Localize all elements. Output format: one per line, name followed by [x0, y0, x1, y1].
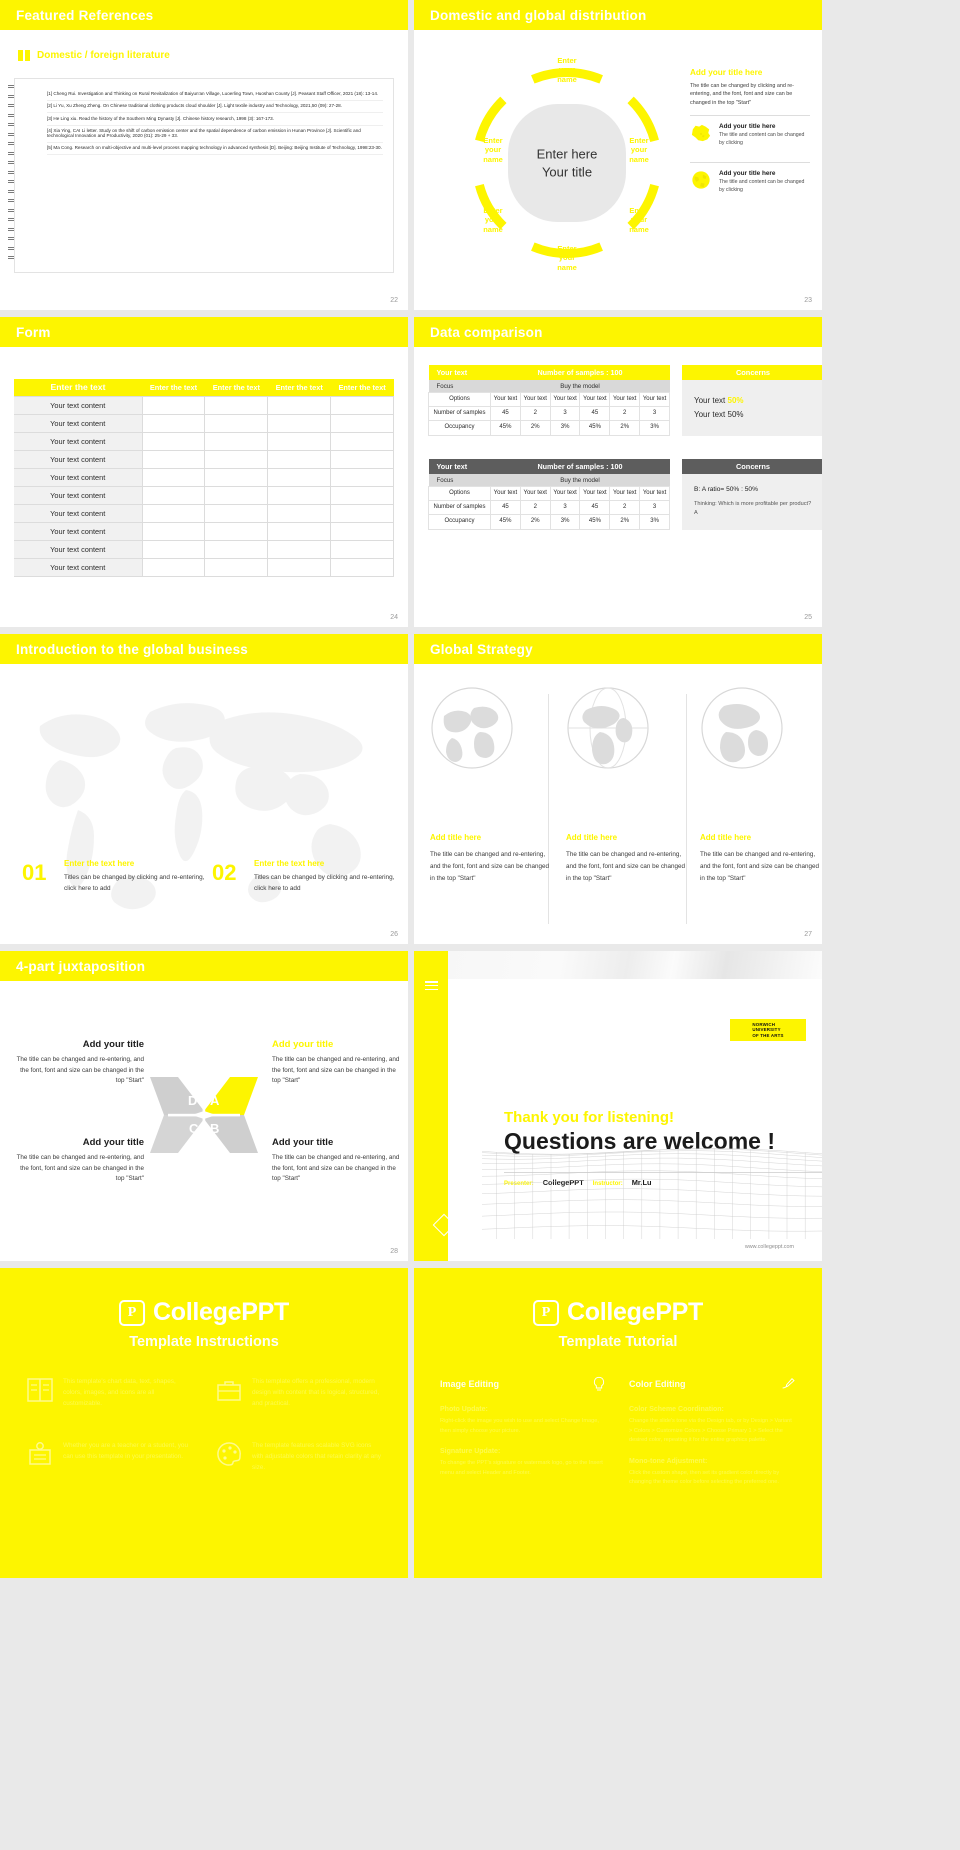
data-table-2 — [428, 459, 670, 530]
thank-you-line-2: Questions are welcome ! — [504, 1128, 775, 1154]
reference-list — [15, 79, 393, 155]
promo-column-left — [26, 1376, 193, 1503]
globe-icon — [430, 686, 514, 770]
row-label: Number of samples — [429, 501, 491, 515]
column-header: Enter the text — [331, 379, 394, 396]
table-sub-right: Buy the model — [491, 474, 670, 487]
page-title: Featured References — [16, 7, 154, 23]
column-header — [440, 1376, 607, 1392]
list-item — [215, 1440, 382, 1474]
slide-global-business-intro — [0, 634, 408, 944]
table-sub-left: Focus — [429, 380, 491, 393]
strategy-column-2 — [566, 686, 688, 885]
node-label-right-top: Enter your name — [629, 136, 649, 164]
item-heading: Enter the text here — [254, 859, 325, 868]
table-cell[interactable] — [268, 450, 331, 468]
table-row — [14, 432, 394, 450]
column-heading: Add title here — [566, 833, 618, 842]
table-cell: 45% — [580, 421, 610, 435]
logo-wordmark: CollegePPT — [153, 1298, 289, 1326]
list-item[interactable] — [690, 115, 810, 154]
table-row — [14, 468, 394, 486]
table-row — [14, 522, 394, 540]
concerns-line-2: Thinking: Which is more profitable per product?A — [694, 501, 812, 517]
list-item-body: The title and content can be changed by clicking — [719, 178, 805, 193]
table-cell: Your text — [520, 393, 550, 407]
table-row — [429, 501, 670, 515]
row-label: Your text content — [14, 540, 142, 558]
reference-list-box — [14, 78, 394, 273]
column-body: The title can be changed and re-entering, and the font, font and size can be changed in the top "Start" — [566, 851, 686, 882]
logo-wordmark: CollegePPT — [567, 1298, 703, 1326]
table-row — [429, 393, 670, 407]
row-label: Your text content — [14, 414, 142, 432]
table-cell[interactable] — [142, 468, 205, 486]
svg-text:C: C — [189, 1121, 199, 1136]
table-cell: 3% — [640, 515, 670, 529]
section-body: Right-click the image you wish to use and select Change Image, then simply choose your picture. — [440, 1418, 599, 1434]
concerns-line-1: Your text 50% — [694, 396, 744, 405]
table-cell[interactable] — [205, 468, 268, 486]
list-item[interactable] — [690, 162, 810, 201]
slide-domestic-global-distribution — [414, 0, 822, 310]
list-item-title: Add your title here — [719, 123, 776, 131]
table-cell[interactable] — [268, 504, 331, 522]
thank-you-card — [448, 979, 822, 1261]
quadrant-heading: Add your title — [82, 1137, 144, 1148]
brush-icon — [780, 1376, 796, 1392]
center-line-2: Your title — [541, 164, 593, 179]
table-cell: 3% — [550, 515, 580, 529]
list-item — [26, 1376, 193, 1410]
table-cell: Your text — [640, 393, 670, 407]
table-row — [14, 558, 394, 576]
table-cell[interactable] — [268, 540, 331, 558]
item-body: Titles can be changed by clicking and re-entering, click here to add — [254, 874, 395, 893]
item-number-01: 01 — [22, 860, 47, 885]
node-label-top: Enter your name — [557, 56, 577, 84]
node-label-left-top: Enter your name — [483, 136, 503, 164]
row-label: Your text content — [14, 450, 142, 468]
menu-icon[interactable] — [425, 981, 438, 991]
globe-map-icon — [690, 170, 712, 190]
page-number: 25 — [804, 614, 812, 621]
page-number: 24 — [390, 614, 398, 621]
node-label-right-bottom: Enter your name — [629, 206, 649, 234]
table-cell: Your text — [580, 487, 610, 501]
column-heading: Add title here — [430, 833, 482, 842]
quadrant-bottom-left — [14, 1137, 144, 1185]
table-cell: 45% — [491, 515, 521, 529]
center-line-1: Enter here — [536, 146, 598, 162]
row-label: Your text content — [14, 486, 142, 504]
list-item-text: The template features scalable SVG icons with adjustable colors that retain clarity at any size. — [252, 1441, 381, 1472]
globe-icon — [700, 686, 784, 770]
table-cell: 3% — [640, 421, 670, 435]
column-header: Enter the text — [268, 379, 331, 396]
column-header: Enter the text — [205, 379, 268, 396]
page-title: Global Strategy — [430, 641, 533, 657]
instructor-value: Mr.Lu — [631, 1178, 652, 1187]
table-cell: 45% — [491, 421, 521, 435]
table-cell[interactable] — [331, 450, 394, 468]
table-sub-right: Buy the model — [491, 380, 670, 393]
table-cell[interactable] — [142, 450, 205, 468]
slide-title-bar — [414, 634, 822, 664]
table-cell[interactable] — [142, 414, 205, 432]
table-cell[interactable] — [268, 486, 331, 504]
slide-title-bar — [414, 0, 822, 30]
row-label: Options — [429, 487, 491, 501]
svg-text:D: D — [188, 1093, 198, 1108]
column-header: Enter the text — [14, 379, 142, 396]
concerns-title: Concerns — [682, 365, 822, 380]
slide-title-bar — [0, 317, 408, 347]
university-logo — [730, 1019, 806, 1041]
right-panel-body: The title can be changed by clicking and re-entering, and the font, font and size can be changed in the top "Start" — [690, 83, 794, 106]
form-table — [14, 379, 394, 577]
item-heading: Enter the text here — [64, 859, 135, 868]
row-label: Number of samples — [429, 407, 491, 421]
list-item-title: Add your title here — [719, 169, 776, 177]
table-cell[interactable] — [331, 522, 394, 540]
list-item-text: This template's chart data, text, shapes, colors, images, and icons are all customizable. — [63, 1378, 176, 1408]
table-cell: 3 — [550, 407, 580, 421]
slide-thank-you — [414, 951, 822, 1261]
table-sub-row — [429, 380, 670, 393]
table-cell[interactable] — [268, 432, 331, 450]
university-logo-text: NORWICH UNIVERSITY OF THE ARTS — [752, 1021, 784, 1038]
table-head-left: Your text — [429, 459, 491, 474]
section-heading: Color Scheme Coordination: — [629, 1406, 724, 1413]
table-cell[interactable] — [268, 396, 331, 414]
table-cell: 45 — [491, 501, 521, 515]
table-cell: 45 — [580, 407, 610, 421]
quadrant-top-left — [14, 1039, 144, 1087]
section-body: To change the PPT's signature or watermark logo, go to the Insert menu and select Header and Footer. — [440, 1460, 603, 1476]
quadrant-body: The title can be changed and re-entering, and the font, font and size can be changed in the top "Start" — [272, 1056, 400, 1085]
table-cell: 3 — [640, 407, 670, 421]
row-label: Your text content — [14, 396, 142, 414]
table-cell: Your text — [550, 487, 580, 501]
logo-mark-icon — [533, 1300, 559, 1326]
item-body: Titles can be changed by clicking and re-entering, click here to add — [64, 874, 205, 893]
table-head-left: Your text — [429, 365, 491, 380]
row-label: Your text content — [14, 468, 142, 486]
table-cell[interactable] — [142, 396, 205, 414]
bulb-icon — [591, 1376, 607, 1392]
table-cell: 2% — [520, 421, 550, 435]
page-number: 23 — [804, 297, 812, 304]
concerns-line-2: Your text 50% — [694, 409, 744, 419]
slide-title-bar — [0, 634, 408, 664]
page-title: Introduction to the global business — [16, 641, 248, 657]
table-cell: Your text — [610, 487, 640, 501]
table-cell: 2 — [520, 407, 550, 421]
table-cell: 45% — [580, 515, 610, 529]
page-number: 22 — [390, 297, 398, 304]
table-header-row — [14, 379, 394, 396]
item-number-02: 02 — [212, 860, 237, 885]
promo-subtitle: Template Instructions — [129, 1334, 279, 1350]
table-cell: 45 — [491, 407, 521, 421]
table-sub-row — [429, 474, 670, 487]
table-cell[interactable] — [205, 450, 268, 468]
quadrant-body: The title can be changed and re-entering, and the font, font and size can be changed in the top "Start" — [16, 1056, 144, 1085]
row-label: Occupancy — [429, 515, 491, 529]
table-cell[interactable] — [142, 540, 205, 558]
row-label: Options — [429, 393, 491, 407]
table-header-row — [429, 365, 670, 380]
table-cell: Your text — [580, 393, 610, 407]
section-heading: Photo Update: — [440, 1406, 488, 1413]
instructor-label: Instructor: — [592, 1181, 623, 1187]
table-cell[interactable] — [268, 558, 331, 576]
globe-icon — [566, 686, 650, 770]
thank-you-line-1: Thank you for listening! — [504, 1109, 675, 1126]
item-text-01 — [64, 859, 209, 894]
page-number: 28 — [390, 1248, 398, 1255]
quadrant-body: The title can be changed and re-entering, and the font, font and size can be changed in the top "Start" — [16, 1154, 144, 1183]
slide-title-bar — [0, 0, 408, 30]
table-cell[interactable] — [142, 504, 205, 522]
column-header: Enter the text — [142, 379, 205, 396]
thank-you-background — [414, 951, 822, 1261]
collegeppt-logo — [119, 1298, 289, 1327]
table-cell[interactable] — [331, 540, 394, 558]
quadrant-top-right — [272, 1039, 402, 1087]
china-map-icon — [690, 123, 712, 143]
table-cell[interactable] — [268, 414, 331, 432]
list-item: [5] Ma Cong. Research on multi-objective and multi-level process mapping technology in advanced synthesis [D]. Beijing: Beijing Institute of Technology, 1998:23-30. — [47, 143, 383, 155]
svg-text:A: A — [210, 1093, 220, 1108]
row-label: Your text content — [14, 432, 142, 450]
website-url: www.collegeppt.com — [744, 1244, 794, 1250]
section-body: Change the slide's tone via the Design tab, or by Design > Variant > Colors > Customize Colors > Choose Primary 1 > Select the desired color, repeating it for the entire graphics palette. — [629, 1418, 792, 1443]
promo-columns — [440, 1376, 796, 1500]
svg-text:B: B — [210, 1121, 220, 1136]
table-cell: 2% — [520, 515, 550, 529]
books-icon — [18, 50, 31, 61]
page-title: Data comparison — [430, 324, 543, 340]
node-label-left-bottom: Enter your name — [483, 206, 503, 234]
slide-title-bar — [414, 317, 822, 347]
table-cell: Your text — [640, 487, 670, 501]
list-item: [3] He Ling xiu. Read the history of the Southern Ming Dynasty [J]. Chinese history research, 1998 (3): 167-173. — [47, 113, 383, 125]
slide-template-instructions — [0, 1268, 408, 1578]
wireframe-mesh-icon — [482, 1139, 822, 1239]
list-item-text: Whether you are a teacher or a student, you can use this template in your presentation. — [63, 1441, 189, 1460]
table-cell[interactable] — [205, 486, 268, 504]
promo-subtitle: Template Tutorial — [558, 1334, 678, 1350]
column-body: The title can be changed and re-entering, and the font, font and size can be changed in the top "Start" — [700, 851, 820, 882]
list-item — [26, 1440, 193, 1468]
slide-4-part-juxtaposition — [0, 951, 408, 1261]
table-cell: 3 — [550, 501, 580, 515]
table-row — [429, 407, 670, 421]
item-text-02 — [254, 859, 399, 894]
collegeppt-logo — [533, 1298, 703, 1327]
right-panel — [690, 68, 810, 200]
table-sub-left: Focus — [429, 474, 491, 487]
list-item — [215, 1376, 382, 1410]
slide-form — [0, 317, 408, 627]
quadrant-heading: Add your title — [272, 1039, 334, 1050]
section-heading: Signature Update: — [440, 1448, 501, 1455]
logo-mark-letter: P — [541, 1304, 551, 1320]
page-title: 4-part juxtaposition — [16, 958, 146, 974]
node-label-bottom: Enter your name — [557, 244, 577, 272]
table-cell[interactable] — [268, 522, 331, 540]
table-cell[interactable] — [205, 432, 268, 450]
list-item: [4] Xia Ying, CAI Li letter. Study on the shift of carbon emission center and the spatial dependence of carbon emission in Hunan Province [J]. Scientific and technological Innovation and Productivity, 2020 (01): 25-29 + 33. — [47, 126, 383, 143]
concerns-line-1: B: A ratio= 50% : 50% — [694, 486, 758, 493]
table-cell[interactable] — [142, 558, 205, 576]
top-decor-strip — [448, 951, 822, 979]
book-icon — [26, 1376, 54, 1404]
strategy-column-3 — [700, 686, 822, 885]
comparison-area — [414, 347, 822, 627]
table-head-right: Number of samples : 100 — [491, 365, 670, 380]
center-label — [502, 145, 632, 180]
table-cell[interactable] — [205, 540, 268, 558]
table-cell[interactable] — [331, 396, 394, 414]
page-number: 26 — [390, 931, 398, 938]
page-title: Domestic and global distribution — [430, 7, 647, 23]
palette-icon — [215, 1440, 243, 1468]
table-row — [14, 504, 394, 522]
table-cell: 3% — [550, 421, 580, 435]
slide-title-bar — [0, 951, 408, 981]
quadrant-bottom-right — [272, 1137, 402, 1185]
column-body: The title can be changed and re-entering, and the font, font and size can be changed in the top "Start" — [430, 851, 550, 882]
concerns-title: Concerns — [682, 459, 822, 474]
table-row — [429, 515, 670, 529]
table-cell[interactable] — [331, 504, 394, 522]
tutorial-column-image — [440, 1376, 607, 1500]
table-cell: 3 — [640, 501, 670, 515]
briefcase-icon — [215, 1376, 243, 1404]
row-label: Your text content — [14, 558, 142, 576]
promo-columns — [26, 1376, 382, 1503]
logo-mark-letter: P — [127, 1304, 137, 1320]
section-heading: Mono-tone Adjustment: — [629, 1457, 708, 1465]
page-number: 27 — [804, 931, 812, 938]
table-head-right: Number of samples : 100 — [491, 459, 670, 474]
list-item: [1] Cheng Rui. Investigation and Thinking on Rural Revitalization of Baiyun'an Village, Luoerling Town, Huoshan County [J]. Peasant Staff Officer, 2021 (18): 13-14. — [47, 89, 383, 101]
table-cell[interactable] — [331, 558, 394, 576]
table-row — [14, 450, 394, 468]
table-cell: 2 — [610, 407, 640, 421]
x-diagram-icon — [148, 1071, 260, 1159]
concerns-panel-1 — [682, 365, 822, 436]
promo-column-right — [215, 1376, 382, 1503]
section-heading-label: Domestic / foreign literature — [37, 50, 170, 61]
table-row — [429, 421, 670, 435]
table-cell[interactable] — [268, 468, 331, 486]
logo-mark-icon — [119, 1300, 145, 1326]
strategy-column-1 — [430, 686, 552, 885]
quadrant-heading: Add your title — [82, 1039, 144, 1050]
table-cell[interactable] — [205, 558, 268, 576]
list-item-text: This template offers a professional, modern design with content that is logical, structured, and practical. — [252, 1378, 380, 1408]
right-panel-title: Add your title here — [690, 68, 763, 77]
circular-diagram — [462, 56, 672, 272]
column-heading: Add title here — [700, 833, 752, 842]
table-cell[interactable] — [205, 414, 268, 432]
table-cell[interactable] — [142, 522, 205, 540]
table-cell[interactable] — [142, 432, 205, 450]
quadrant-heading: Add your title — [272, 1137, 334, 1148]
slide-template-tutorial — [414, 1268, 822, 1578]
section-heading — [18, 50, 170, 61]
table-cell[interactable] — [331, 486, 394, 504]
diagram-area — [414, 30, 822, 310]
concerns-percent: 50% — [727, 396, 744, 405]
table-cell: 45 — [580, 501, 610, 515]
podium-icon — [26, 1440, 54, 1468]
table-cell: Your text — [491, 487, 521, 501]
table-cell: Your text — [491, 393, 521, 407]
world-map-icon — [0, 664, 408, 944]
table-cell[interactable] — [331, 468, 394, 486]
slide-data-comparison — [414, 317, 822, 627]
table-cell[interactable] — [331, 432, 394, 450]
section-body: Click the custom shape, then set its gradient color directly by changing the theme color before selecting the preferred one. — [629, 1469, 780, 1485]
presenter-label: Presenter: — [504, 1181, 534, 1187]
presenter-value: CollegePPT — [542, 1178, 584, 1187]
page-title: Form — [16, 324, 51, 340]
concerns-panel-2 — [682, 459, 822, 530]
list-item: [2] Li Yu, Xu Zheng Zheng. On Chinese traditional clothing products cloud shoulder [J]. Light textile industry and Technology, 2021,50 (09): 27-28. — [47, 101, 383, 113]
table-row — [14, 540, 394, 558]
slide-global-strategy — [414, 634, 822, 944]
column-heading: Color Editing — [629, 1379, 686, 1389]
table-cell[interactable] — [331, 414, 394, 432]
table-cell: 2% — [610, 421, 640, 435]
quadrant-body: The title can be changed and re-entering, and the font, font and size can be changed in the top "Start" — [272, 1154, 400, 1183]
list-item-body: The title and content can be changed by clicking — [719, 132, 805, 146]
table-cell: Your text — [520, 487, 550, 501]
table-row — [14, 414, 394, 432]
table-row — [429, 487, 670, 501]
row-label: Your text content — [14, 504, 142, 522]
table-cell: 2 — [520, 501, 550, 515]
table-cell: Your text — [550, 393, 580, 407]
tutorial-column-color — [629, 1376, 796, 1500]
table-cell: 2% — [610, 515, 640, 529]
table-cell[interactable] — [205, 396, 268, 414]
row-label: Your text content — [14, 522, 142, 540]
concerns-body — [682, 380, 822, 436]
table-header-row — [429, 459, 670, 474]
table-row — [14, 486, 394, 504]
concerns-body — [682, 474, 822, 530]
table-cell[interactable] — [142, 486, 205, 504]
column-header — [629, 1376, 796, 1392]
table-cell: Your text — [610, 393, 640, 407]
table-cell[interactable] — [205, 504, 268, 522]
table-row — [14, 396, 394, 414]
data-table-1 — [428, 365, 670, 436]
row-label: Occupancy — [429, 421, 491, 435]
table-cell: 2 — [610, 501, 640, 515]
column-heading: Image Editing — [440, 1379, 500, 1389]
slide-featured-references — [0, 0, 408, 310]
table-cell[interactable] — [205, 522, 268, 540]
